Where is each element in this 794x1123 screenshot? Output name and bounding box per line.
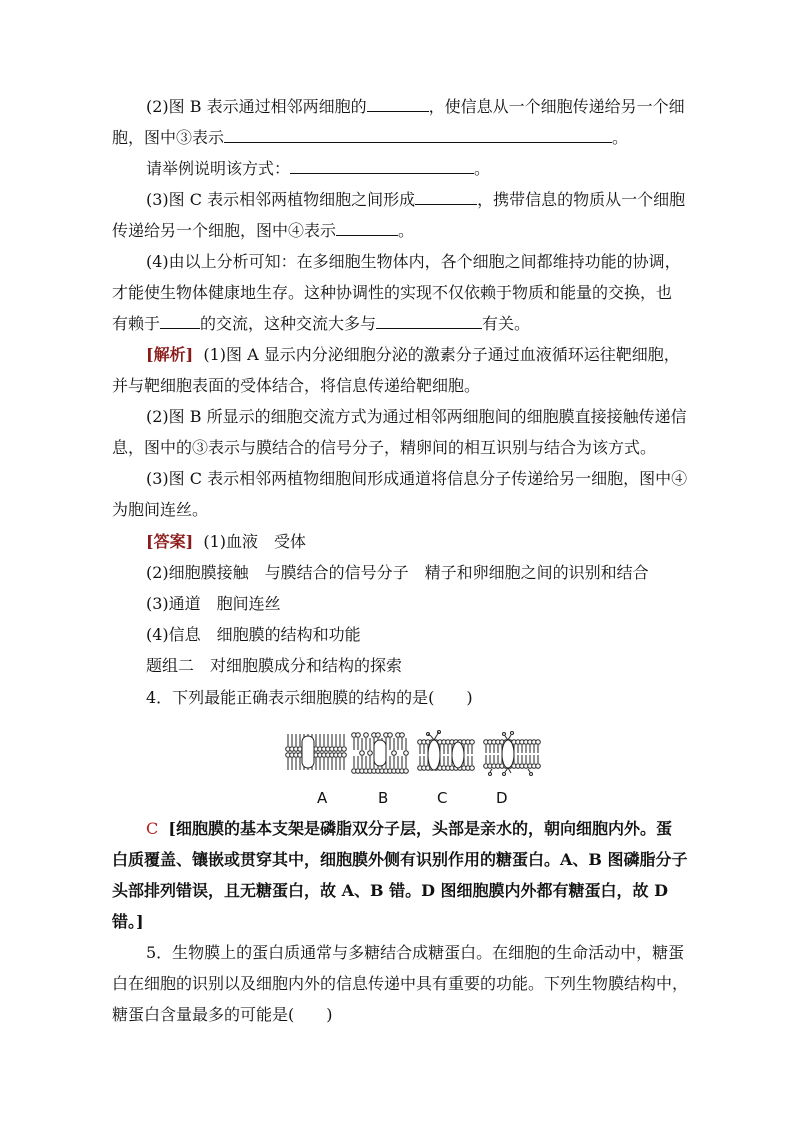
answer-blank <box>376 314 482 329</box>
question4-explanation-3: 头部排列错误，且无糖蛋白，故 A、B 错。D 图细胞膜内外都有糖蛋白，故 D <box>112 881 668 900</box>
q2-text-d: 。 <box>612 128 629 147</box>
answer-text: (1)血液 受体 <box>203 532 306 551</box>
q3-text-c: 传递给另一个细胞，图中④表示 <box>112 221 337 240</box>
q2-text-e: 请举例说明该方式： <box>146 159 291 178</box>
q3-line-2 <box>112 221 414 241</box>
analysis-line-1 <box>146 345 680 365</box>
analysis-line-6: 为胞间连丝。 <box>112 500 209 519</box>
answer-line-1 <box>146 532 306 552</box>
q4-text-b: 的交流，这种交流大多与 <box>200 314 377 333</box>
q3-text-b: ，携带信息的物质从一个细胞 <box>477 190 686 209</box>
q2-text-b: ，使信息从一个细胞传递给另一个细 <box>428 97 685 116</box>
answer-line-2: (2)细胞膜接触 与膜结合的信号分子 精子和卵细胞之间的识别和结合 <box>146 563 649 582</box>
q3-text-a: (3)图 C 表示相邻两植物细胞之间形成 <box>146 190 416 209</box>
q4-line-2: 才能使生物体健康地生存。这种协调性的实现不仅依赖于物质和能量的交换，也 <box>112 283 673 302</box>
group-title: 题组二 对细胞膜成分和结构的探索 <box>146 656 403 675</box>
question5-line-1: 5．生物膜上的蛋白质通常与多糖结合成糖蛋白。在细胞的生命活动中，糖蛋 <box>146 943 685 962</box>
q4-text-a: 有赖于 <box>112 314 161 333</box>
analysis-tag: [解析] <box>146 345 194 364</box>
option-label-b: B <box>378 789 389 807</box>
q4-line-1: (4)由以上分析可知：在多细胞生物体内，各个细胞之间都维持功能的协调， <box>146 252 681 271</box>
membrane-structure-figure <box>284 728 544 776</box>
question4-explanation-1 <box>146 819 672 839</box>
answer-blank <box>415 190 477 205</box>
q3-line-1 <box>146 190 685 210</box>
answer-blank <box>367 97 429 112</box>
figure-option-b <box>352 733 409 774</box>
answer-line-4: (4)信息 细胞膜的结构和功能 <box>146 625 361 644</box>
question5-line-3: 糖蛋白含量最多的可能是( ) <box>112 1005 333 1024</box>
q2-line-2 <box>112 128 628 148</box>
question4-explanation-4: 错。] <box>112 912 144 931</box>
figure-option-d <box>484 732 541 776</box>
answer-blank <box>160 314 200 329</box>
analysis-line-2: 并与靶细胞表面的受体结合，将信息传递给靶细胞。 <box>112 376 481 395</box>
q3-text-d: 。 <box>398 221 415 240</box>
question5-line-2: 白在细胞的识别以及细胞内外的信息传递中具有重要的功能。下列生物膜结构中， <box>112 974 689 993</box>
analysis-line-4: 息，图中的③表示与膜结合的信号分子，精卵间的相互识别与结合为该方式。 <box>112 438 657 457</box>
answer-line-3: (3)通道 胞间连丝 <box>146 594 281 613</box>
q2-line-3 <box>146 159 490 179</box>
figure-option-a <box>286 734 347 770</box>
option-label-a: A <box>317 789 328 807</box>
answer-blank <box>224 128 612 143</box>
q2-line-1 <box>146 97 685 117</box>
explanation-text: [细胞膜的基本支架是磷脂双分子层，头部是亲水的，朝向细胞内外。蛋 <box>168 819 672 838</box>
q2-text-f: 。 <box>474 159 491 178</box>
analysis-text: (1)图 A 显示内分泌细胞分泌的激素分子通过血液循环运往靶细胞， <box>203 345 680 364</box>
option-label-c: C <box>437 789 448 807</box>
analysis-line-3: (2)图 B 所显示的细胞交流方式为通过相邻两细胞间的细胞膜直接接触传递信 <box>146 407 687 426</box>
question4-stem: 4．下列最能正确表示细胞膜的结构的是( ) <box>146 688 473 707</box>
option-label-d: D <box>496 789 508 807</box>
analysis-line-5: (3)图 C 表示相邻两植物细胞间形成通道将信息分子传递给另一细胞，图中④ <box>146 469 688 488</box>
q4-line-3 <box>112 314 530 334</box>
figure-option-c <box>418 731 475 771</box>
q2-text-c: 胞，图中③表示 <box>112 128 225 147</box>
question4-explanation-2: 白质覆盖、镶嵌或贯穿其中，细胞膜外侧有识别作用的糖蛋白。A、B 图磷脂分子 <box>112 850 688 869</box>
q4-text-c: 有关。 <box>482 314 531 333</box>
question4-answer-letter: C <box>146 819 159 838</box>
answer-blank <box>336 221 398 236</box>
q2-text-a: (2)图 B 表示通过相邻两细胞的 <box>146 97 367 116</box>
answer-blank <box>290 159 474 174</box>
answer-tag: [答案] <box>146 532 194 551</box>
